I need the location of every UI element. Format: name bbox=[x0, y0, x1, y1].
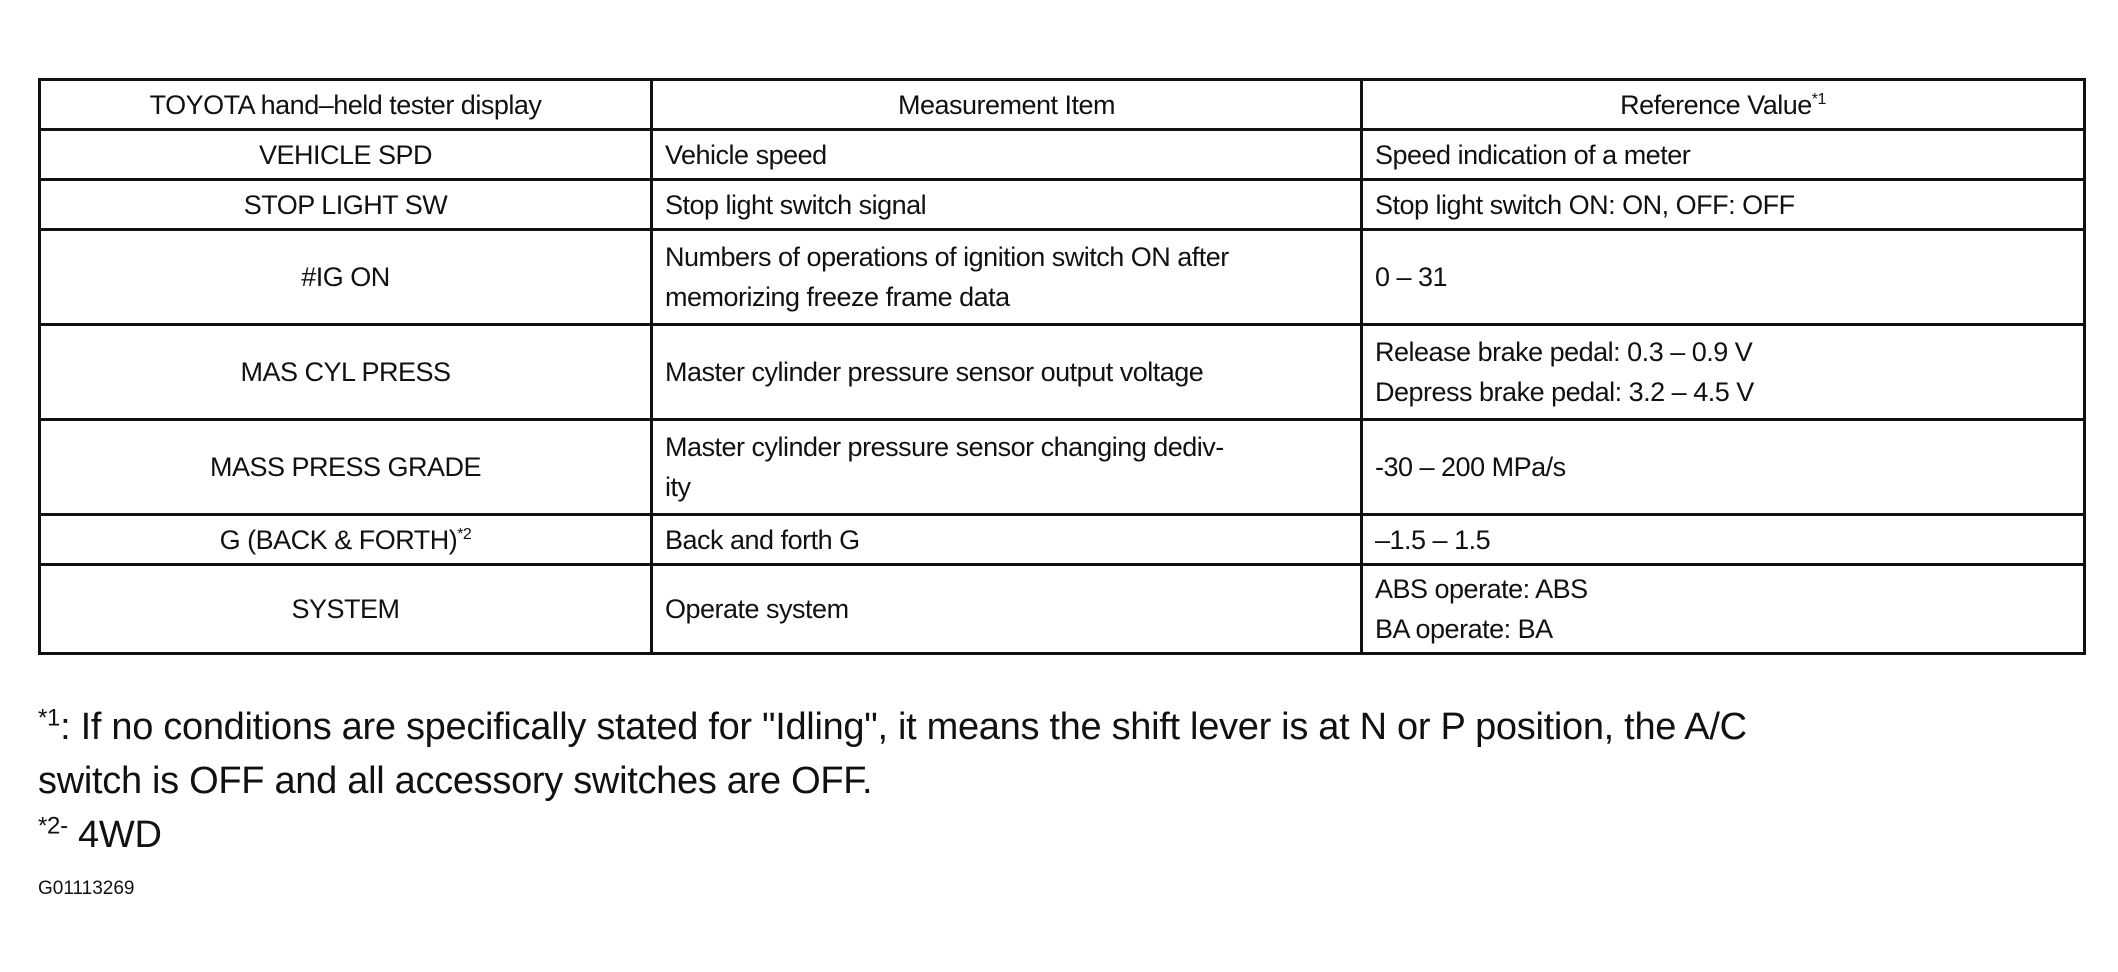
data-list-table-container bbox=[38, 78, 2083, 655]
reference-value-cell: Speed indication of a meter bbox=[1362, 130, 2085, 180]
footnote-mark: *1 bbox=[1811, 90, 1826, 108]
footnotes bbox=[38, 700, 2098, 862]
reference-value-cell: Stop light switch ON: ON, OFF: OFF bbox=[1362, 180, 2085, 230]
footnote-mark: *2 bbox=[457, 525, 472, 543]
measurement-item-cell: Master cylinder pressure sensor changing dediv- ity bbox=[652, 420, 1362, 515]
measurement-item-cell: Operate system bbox=[652, 565, 1362, 654]
footnote-mark: *2- bbox=[38, 812, 68, 840]
data-list-table bbox=[38, 78, 2086, 655]
tester-display-cell: STOP LIGHT SW bbox=[40, 180, 652, 230]
table-row bbox=[40, 130, 2085, 180]
header-measurement-item: Measurement Item bbox=[652, 80, 1362, 130]
measurement-item-cell: Stop light switch signal bbox=[652, 180, 1362, 230]
tester-display-cell: MASS PRESS GRADE bbox=[40, 420, 652, 515]
table-row bbox=[40, 325, 2085, 420]
table-row bbox=[40, 180, 2085, 230]
footnote-1-continuation: switch is OFF and all accessory switches are OFF. bbox=[38, 760, 873, 802]
header-reference-value: Reference Value$^{*1}$ bbox=[1362, 80, 2085, 130]
measurement-item-cell: Master cylinder pressure sensor output voltage bbox=[652, 325, 1362, 420]
figure-id: G01113269 bbox=[38, 878, 135, 899]
table-row bbox=[40, 515, 2085, 565]
tester-display-cell: G (BACK & FORTH)$^{*2}$ bbox=[40, 515, 652, 565]
table-row bbox=[40, 420, 2085, 515]
table-row bbox=[40, 565, 2085, 654]
measurement-item-cell: Numbers of operations of ignition switch ON after memorizing freeze frame data bbox=[652, 230, 1362, 325]
table-row bbox=[40, 230, 2085, 325]
footnote-1: $^{*1}$: If no conditions are specifically stated for "Idling", it means the shift lever is at N or P position, the A/C bbox=[38, 704, 1747, 748]
measurement-item-cell: Vehicle speed bbox=[652, 130, 1362, 180]
reference-value-cell: Release brake pedal: 0.3 – 0.9 V Depress brake pedal: 3.2 – 4.5 V bbox=[1362, 325, 2085, 420]
table-header-row bbox=[40, 80, 2085, 130]
reference-value-cell: –1.5 – 1.5 bbox=[1362, 515, 2085, 565]
footnote-2: $^{*2-}$ 4WD bbox=[38, 812, 162, 856]
reference-value-cell: 0 – 31 bbox=[1362, 230, 2085, 325]
reference-value-cell: -30 – 200 MPa/s bbox=[1362, 420, 2085, 515]
tester-display-cell: VEHICLE SPD bbox=[40, 130, 652, 180]
measurement-item-cell: Back and forth G bbox=[652, 515, 1362, 565]
header-tester-display: TOYOTA hand–held tester display bbox=[40, 80, 652, 130]
tester-display-cell: MAS CYL PRESS bbox=[40, 325, 652, 420]
tester-display-cell: SYSTEM bbox=[40, 565, 652, 654]
reference-value-cell: ABS operate: ABS BA operate: BA bbox=[1362, 565, 2085, 654]
footnote-mark: *1 bbox=[38, 704, 61, 732]
tester-display-cell: #IG ON bbox=[40, 230, 652, 325]
